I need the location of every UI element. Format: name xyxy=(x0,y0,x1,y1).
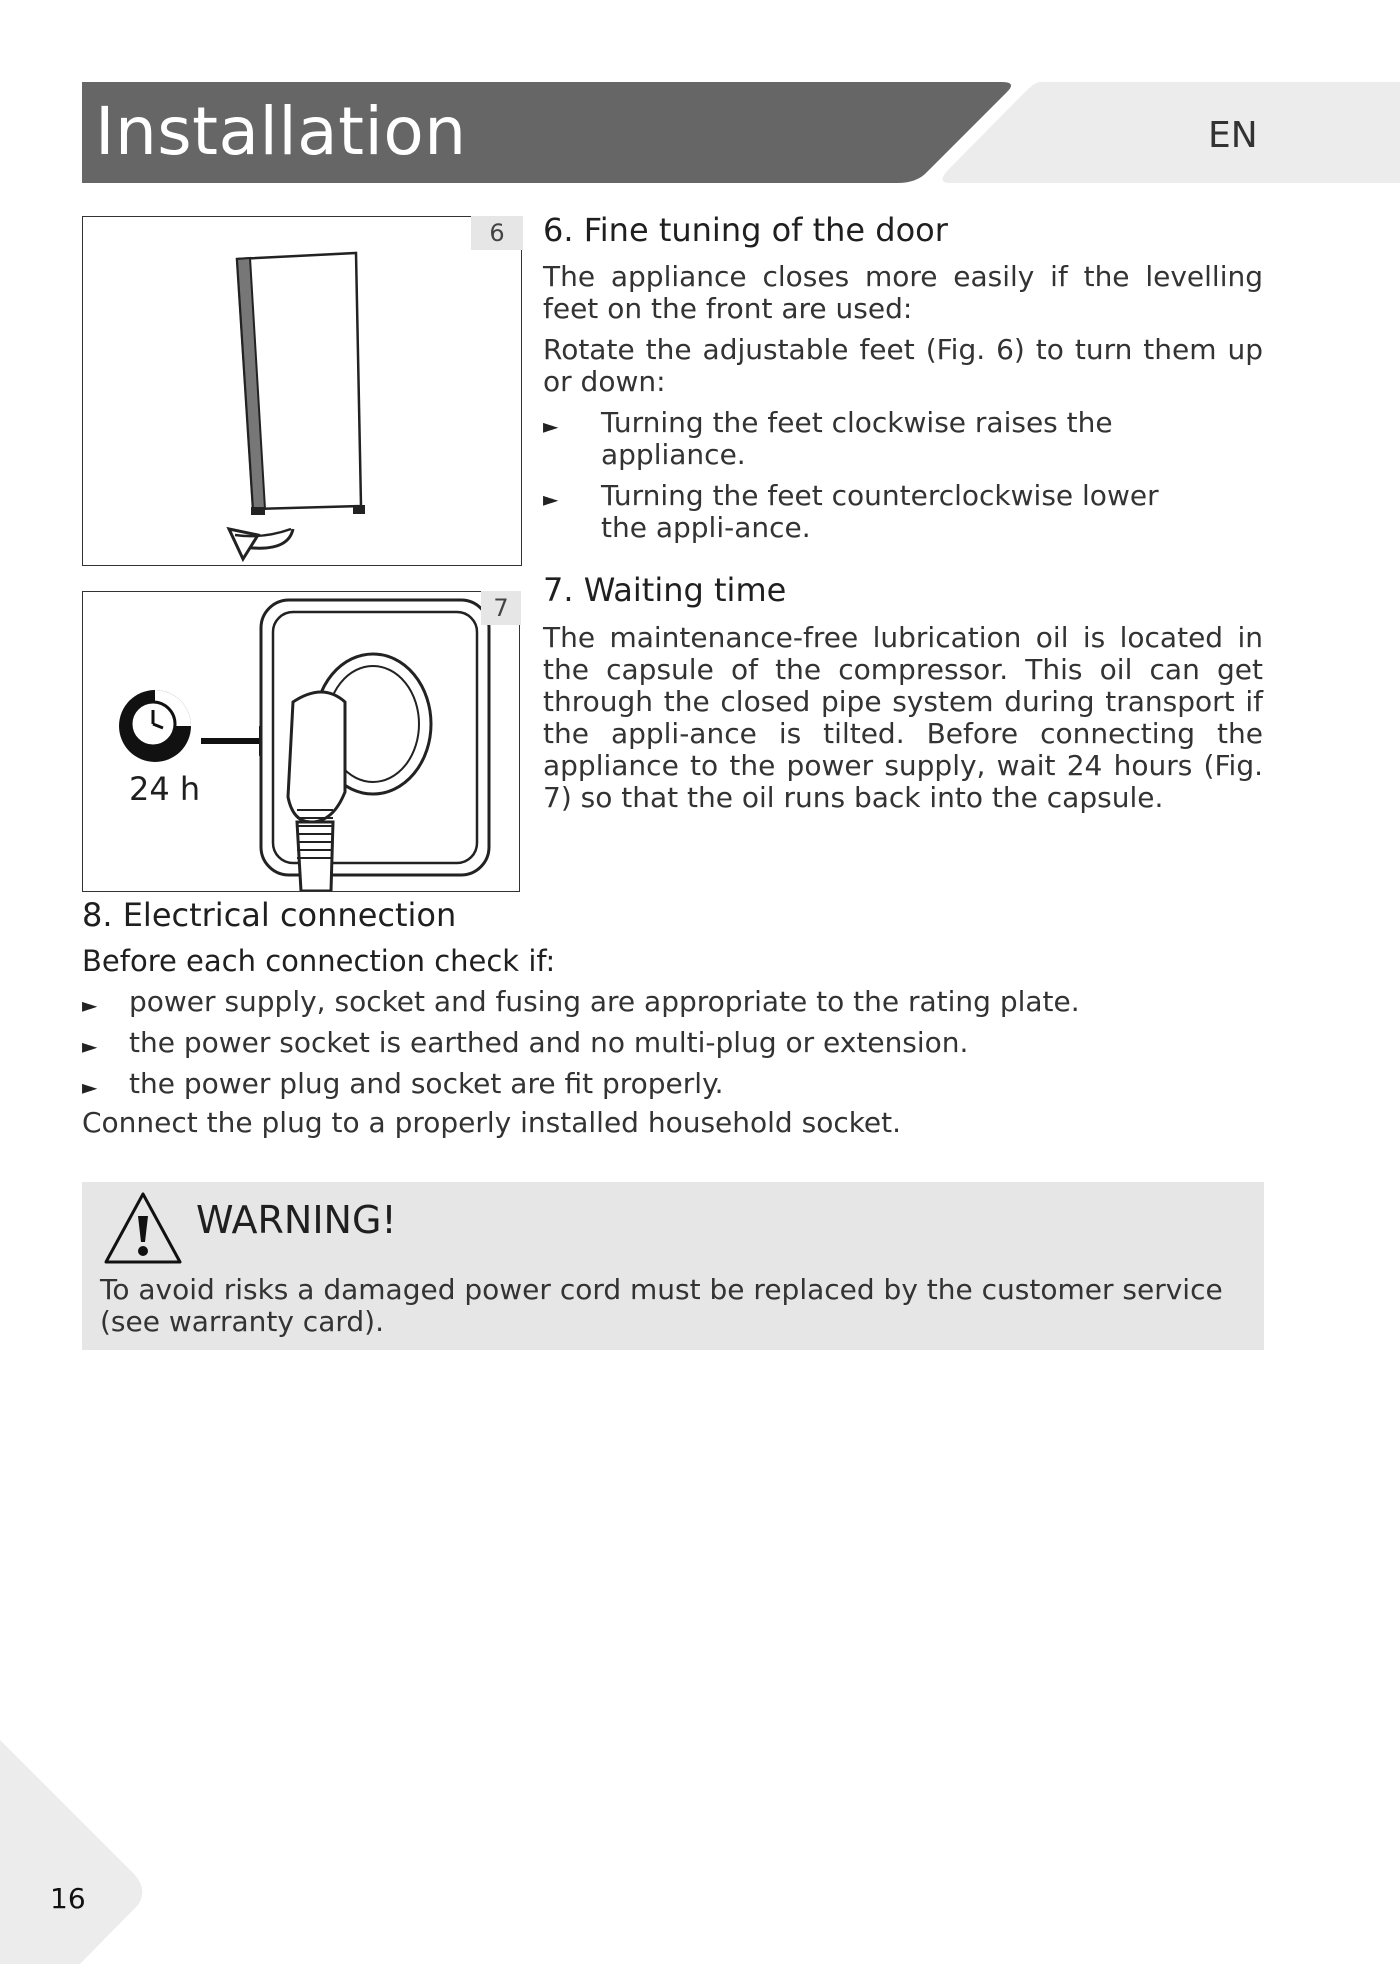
list-item xyxy=(82,1068,1262,1100)
section-8-check-label: Before each connection check if: xyxy=(82,944,556,978)
section-8-bullet-list xyxy=(82,986,1262,1100)
section-6 xyxy=(543,210,1263,544)
list-item-text: Turning the feet clockwise raises the appliance. xyxy=(601,406,1113,471)
page-number: 16 xyxy=(50,1882,86,1915)
bullet-arrow-icon: ► xyxy=(543,414,559,438)
bullet-arrow-icon: ► xyxy=(543,487,559,511)
warning-box xyxy=(82,1182,1264,1350)
language-tab xyxy=(940,82,1400,183)
list-item-text: Turning the feet counterclockwise lower the appli-ance. xyxy=(601,479,1159,544)
page-corner-tab xyxy=(0,1740,150,1964)
list-item xyxy=(82,1027,1262,1059)
section-8-closing: Connect the plug to a properly installed household socket. xyxy=(82,1106,902,1139)
section-6-paragraph-2: Rotate the adjustable feet (Fig. 6) to turn them up or down: xyxy=(543,333,1263,398)
list-item xyxy=(543,407,1263,471)
bullet-arrow-icon: ► xyxy=(82,1075,98,1099)
clock-and-power-plug-icon xyxy=(83,592,519,891)
bullet-arrow-icon: ► xyxy=(82,993,98,1017)
section-7-heading: 7. Waiting time xyxy=(543,571,787,609)
figure-6 xyxy=(82,216,522,566)
section-8 xyxy=(82,895,1262,1139)
list-item xyxy=(82,986,1262,1018)
list-item xyxy=(543,480,1205,544)
section-7 xyxy=(543,570,1263,814)
warning-triangle-icon xyxy=(102,1190,184,1268)
figure-7 xyxy=(82,591,520,892)
page-title: Installation xyxy=(95,93,467,170)
section-6-bullet-list xyxy=(543,407,1263,544)
section-6-paragraph-1: The appliance closes more easily if the levelling feet on the front are used: xyxy=(543,260,1263,325)
warning-title: WARNING! xyxy=(196,1198,397,1242)
list-item-text: the power socket is earthed and no multi-plug or extension. xyxy=(129,1026,969,1059)
list-item-text: power supply, socket and fusing are appropriate to the rating plate. xyxy=(129,985,1080,1018)
list-item-text: the power plug and socket are fit properly. xyxy=(129,1067,724,1100)
bullet-arrow-icon: ► xyxy=(82,1034,98,1058)
section-7-paragraph: The maintenance-free lubrication oil is located in the capsule of the compressor. This oil can get through the closed pipe system during transport if the appli-ance is tilted. Before connecting the appliance to the power supply, wait 24 hours (Fig. 7) so that the oil runs back into the capsule. xyxy=(543,621,1263,814)
figure-7-number: 7 xyxy=(481,591,521,625)
language-code: EN xyxy=(1208,115,1258,156)
section-8-heading: 8. Electrical connection xyxy=(82,896,457,934)
fridge-levelling-foot-icon xyxy=(83,217,521,565)
figure-6-number: 6 xyxy=(471,216,523,250)
clock-label: 24 h xyxy=(129,770,201,808)
warning-text: To avoid risks a damaged power cord must be replaced by the customer service (see warranty card). xyxy=(100,1273,1223,1338)
section-6-heading: 6. Fine tuning of the door xyxy=(543,211,948,249)
